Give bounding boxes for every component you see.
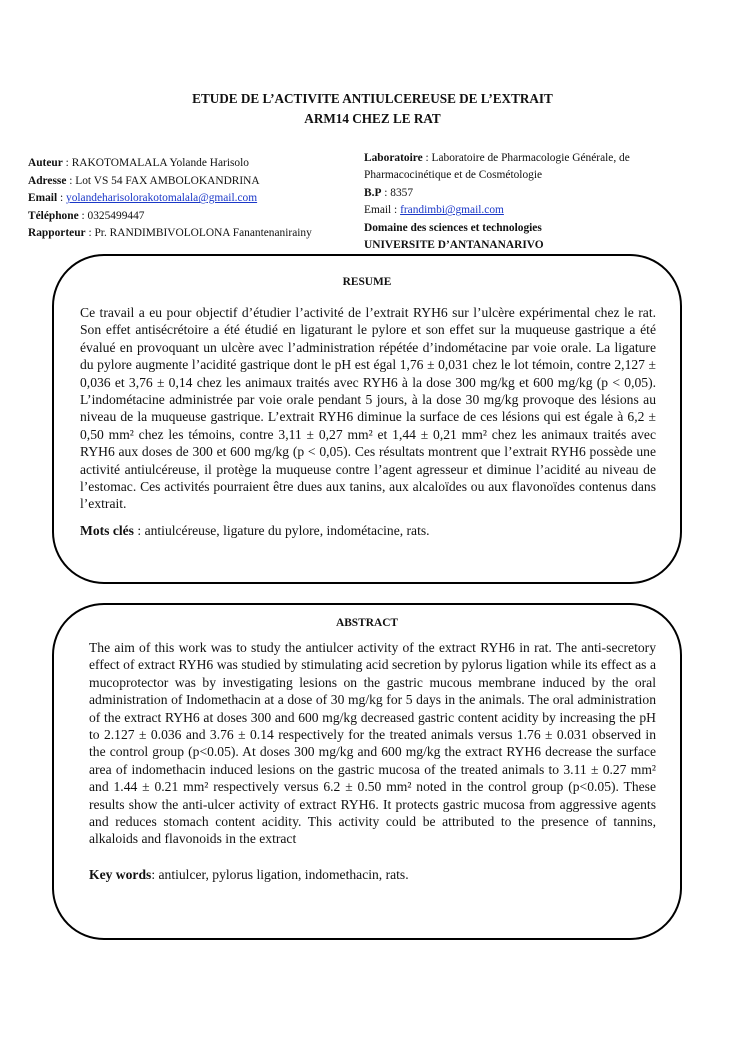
abstract-keywords-value: antiulcer, pylorus ligation, indomethacin, rats. [158, 866, 409, 882]
paper-title [0, 89, 745, 129]
resume-heading: RESUME [342, 276, 392, 288]
lab-email-row: Email : frandimbi@gmail.com [364, 204, 504, 217]
lab-block [364, 150, 724, 254]
abstract-keywords: Key words: antiulcer, pylorus ligation, indomethacin, rats. [89, 866, 409, 882]
reporter-value: Pr. RANDIMBIVOLOLONA Fanantenanirainy [94, 227, 312, 240]
reporter-label: Rapporteur [28, 227, 86, 240]
author-email-label: Email [28, 192, 58, 205]
lab-row: Laboratoire : Laboratoire de Pharmacologie Générale, de [364, 152, 630, 164]
abstract-heading: ABSTRACT [335, 617, 399, 629]
lab-line-1: Laboratoire de Pharmacologie Générale, de [431, 152, 630, 164]
phone-row: Téléphone : 0325499447 [28, 209, 145, 222]
title-line-1: ETUDE DE L’ACTIVITE ANTIULCEREUSE DE L’EXTRAIT [192, 91, 553, 106]
author-row: Auteur : RAKOTOMALALA Yolande Harisolo [28, 157, 249, 169]
author-value: RAKOTOMALALA Yolande Harisolo [71, 157, 249, 169]
domain-text: Domaine des sciences et technologies [364, 221, 542, 234]
lab-line-2: Pharmacocinétique et de Cosmétologie [364, 169, 543, 182]
author-email-link[interactable]: yolandeharisolorakotomalala@gmail.com [66, 192, 258, 205]
lab-label: Laboratoire [364, 152, 423, 164]
resume-keywords-value: antiulcéreuse, ligature du pylore, indométacine, rats. [144, 522, 430, 538]
lab-email-link[interactable]: frandimbi@gmail.com [400, 204, 504, 217]
bp-row: B.P : 8357 [364, 186, 414, 199]
address-label: Adresse [28, 174, 67, 187]
resume-box [52, 254, 682, 584]
reporter-row: Rapporteur : Pr. RANDIMBIVOLOLONA Fanantenanirainy [28, 227, 312, 240]
title-line-2: ARM14 CHEZ LE RAT [304, 111, 441, 126]
bp-value: 8357 [390, 186, 414, 199]
lab-email-label: Email [364, 204, 392, 217]
bp-label: B.P [364, 186, 382, 199]
author-label: Auteur [28, 157, 63, 169]
phone-value: 0325499447 [87, 209, 145, 222]
address-value: Lot VS 54 FAX AMBOLOKANDRINA [75, 174, 260, 187]
abstract-box [52, 603, 682, 940]
author-email-row: Email : yolandeharisolorakotomalala@gmail.com [28, 192, 258, 205]
abstract-keywords-label: Key words [89, 866, 152, 882]
university-text: UNIVERSITE D’ANTANANARIVO [364, 239, 544, 252]
abstract-text: The aim of this work was to study the antiulcer activity of the extract RYH6 in rat. The anti-secretory effect of extract RYH6 was studied by stimulating acid secretion by pylorus ligation while its effect as a mucoprotector was by investigating lesions on the gastric mucous membrane induced by the oral administration of Indomethacin at a dose of 30 mg/kg for 5 days in the animals. The oral administration of the extract RYH6 at doses 300 and 600 mg/kg decreased gastric content acidity by increasing the pH to 2.127 ± 0.036 and 3.76 ± 0.14 respectively for the treated animals versus 1.76 ± 0.031 observed in the control group (p<0.05). At doses 300 mg/kg and 600 mg/kg the extract RYH6 decrease the surface area of indomethacin induced lesions on the gastric mucosa of the treated animals to 3.11 ± 0.27 mm² and 1.44 ± 0.21 mm² respectively versus 6.2 ± 0.50 mm² noted in the control group (p<0.05). These results show the anti-ulcer activity of extract RYH6. It protects gastric mucosa from aggressive agents and reduces stomach content acidity. This activity could be attributed to the presence of tannins, alkaloids and flavonoids in the extract [89, 640, 656, 847]
address-row: Adresse : Lot VS 54 FAX AMBOLOKANDRINA [28, 174, 260, 187]
resume-keywords-label: Mots clés [80, 522, 134, 538]
resume-body [80, 304, 656, 539]
resume-keywords: Mots clés : antiulcéreuse, ligature du pylore, indométacine, rats. [80, 522, 430, 538]
resume-text: Ce travail a eu pour objectif d’étudier l’activité de l’extrait RYH6 sur l’ulcère expérimental chez le rat. Son effet antisécrétoire a été étudié en ligaturant le pylore et son effet sur la muqueuse gastrique a été évalué en provoquant un ulcère avec l’administration répétée d’indométacine par voie orale. La ligature du pylore augmente l’acidité gastrique dont le pH est égal 1,76 ± 0,031 chez le lot témoin, contre 2,127 ± 0,036 et 3,76 ± 0,14 chez les animaux traités avec RYH6 à la dose 300 mg/kg et 600 mg/kg (p < 0,05). L’indométacine administrée par voie orale pendant 5 jours, à la dose 30 mg/kg provoque des lésions au niveau de la muqueuse gastrique. L’extrait RYH6 diminue la surface de ces lésions qui est égale à 6,2 ± 0,50 mm² chez les témoins, contre 3,11 ± 0,27 mm² et 1,44 ± 0,21 mm² chez les animaux traités avec RYH6 aux doses de 300 et 600 mg/kg (p < 0,05). Ces résultats montrent que l’extrait RYH6 possède une activité antiulcéreuse, il protège la muqueuse contre l’agent agresseur et diminue l’acidité au niveau de l’estomac. Ces activités pourraient être dues aux tanins, aux alcaloïdes ou aux flavonoïdes contenus dans l’extrait. [80, 305, 656, 512]
phone-label: Téléphone [28, 209, 79, 222]
author-block [28, 155, 358, 243]
abstract-body [89, 639, 656, 883]
